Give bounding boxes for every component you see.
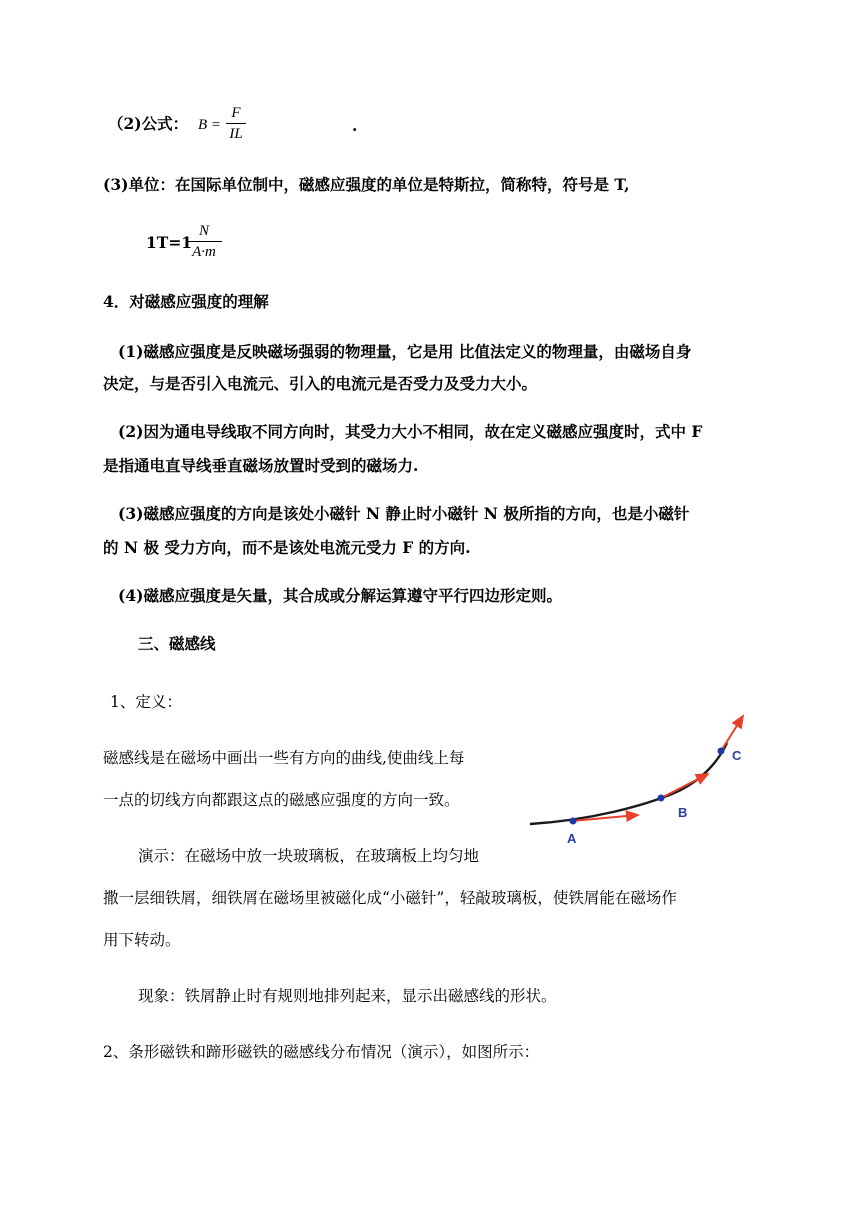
unit-numerator: N	[198, 223, 209, 239]
formula-label: （2)公式：	[108, 114, 189, 133]
point-a-label: A	[567, 831, 577, 846]
phenomenon-line: 现象：铁屑静止时有规则地排列起来，显示出磁感线的形状。	[138, 987, 557, 1005]
formula-fraction	[226, 104, 246, 143]
field-curve	[530, 743, 727, 824]
point-3-line-1: (3)磁感应强度的方向是该处小磁针 N 静止时小磁针 N 极所指的方向，也是小磁针	[118, 504, 690, 523]
point-1-line-2: 决定，与是否引入电流元、引入的电流元是否受力及受力大小。	[103, 374, 538, 393]
definition-line-2: 一点的切线方向都跟这点的磁感应强度的方向一致。	[103, 791, 460, 809]
point-c-marker	[718, 748, 725, 755]
tangent-arrow-b	[661, 774, 708, 798]
section-3-heading: 三、磁感线	[138, 634, 216, 653]
formula-denominator: IL	[229, 126, 243, 142]
field-line-diagram	[522, 708, 762, 858]
point-a-marker	[570, 818, 577, 825]
item-2-line: 2、条形磁铁和蹄形磁铁的磁感线分布情况（演示），如图所示：	[103, 1043, 540, 1061]
point-2-line-2: 是指通电直导线垂直磁场放置时受到的磁场力.	[103, 456, 419, 475]
point-b-marker	[658, 795, 665, 802]
formula-lhs: B =	[198, 117, 222, 133]
formula-numerator: F	[231, 105, 241, 121]
definition-label: 1、定义：	[110, 693, 182, 711]
section-4-heading: 4．对磁感应强度的理解	[103, 292, 269, 311]
demo-line-2: 撒一层细铁屑，细铁屑在磁场里被磁化成“小磁针”，轻敲玻璃板，使铁屑能在磁场作	[103, 889, 677, 907]
point-4: (4)磁感应强度是矢量，其合成或分解运算遵守平行四边形定则。	[118, 586, 562, 605]
demo-line-3: 用下转动。	[103, 931, 181, 949]
fraction-bar	[226, 123, 246, 124]
point-b-label: B	[678, 805, 688, 820]
unit-line: (3)单位：在国际单位制中，磁感应强度的单位是特斯拉，简称特，符号是 T,	[103, 175, 630, 194]
definition-line-1: 磁感线是在磁场中画出一些有方向的曲线,使曲线上每	[103, 749, 465, 767]
point-3-line-2: 的 N 极 受力方向，而不是该处电流元受力 F 的方向.	[103, 538, 471, 557]
unit-fraction	[186, 222, 222, 261]
point-2-line-1: (2)因为通电导线取不同方向时，其受力大小不相同，故在定义磁感应强度时，式中 F	[118, 422, 703, 441]
fraction-bar	[186, 241, 222, 242]
formula-period: .	[352, 116, 358, 135]
tangent-arrow-c	[721, 716, 743, 751]
unit-equation-lhs: 1T=1	[146, 233, 193, 252]
demo-line-1: 演示：在磁场中放一块玻璃板，在玻璃板上均匀地	[138, 847, 480, 865]
point-1-line-1: (1)磁感应强度是反映磁场强弱的物理量，它是用 比值法定义的物理量，由磁场自身	[118, 342, 692, 361]
unit-denominator: A·m	[192, 244, 216, 260]
point-c-label: C	[732, 748, 742, 763]
